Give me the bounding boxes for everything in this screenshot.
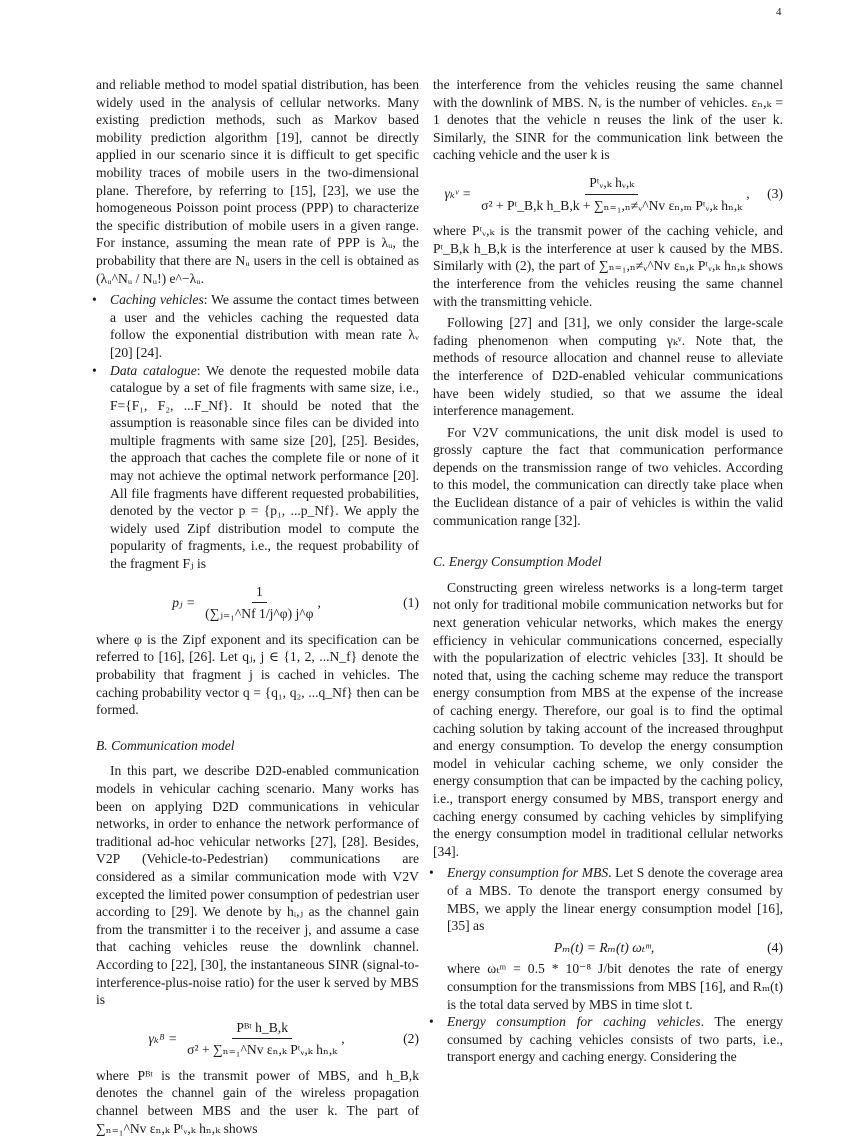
section-heading-c: C. Energy Consumption Model [433, 554, 602, 570]
eq-tail: , [317, 594, 321, 610]
paragraph-ppp: and reliable method to model spatial distribution, has been widely used in the analysis of cellular networks. Many existing prediction methods, such as Markov based mobility prediction algorithm [19], cannot be directly applied in our scenario since it is difficult to get specific mobility traces of mobile users in the two-dimensional plane. Therefore, by referring to [15], [23], we use the homogeneous Poisson point process (PPP) to characterize the specific distribution of mobile users in a given range. For instance, assuming the mean rate of PPP is λᵤ, the probability that there are Nᵤ users in the cell is obtained as (λᵤ^Nᵤ / Nᵤ!) e^−λᵤ. [96, 77, 419, 286]
paragraph-v2v: For V2V communications, the unit disk model is used to grossly capture the fact that communication performance depends on the transmission range of two vehicles. According to this model, the communication can directly take place when the Euclidean distance of a pair of vehicles is within the valid communication range [32]. [433, 424, 783, 528]
left-column [96, 76, 419, 1137]
bullet-text: : We assume the contact times between a user and the vehicles caching the requested data follow the exponential distribution with mean rate λᵥ [20] [24]. [110, 292, 419, 360]
equation-1 [96, 583, 397, 623]
eq-denominator: σ² + ∑ₙ₌₁^Nv εₙ,ₖ Pᵗᵥ,ₖ hₙ,ₖ [187, 1042, 338, 1058]
eq-denominator: (∑ⱼ₌₁^Nf 1/j^φ) j^φ [205, 606, 314, 622]
paragraph-mbs-power: where Pᴮᵗ is the transmit power of MBS, and h_B,k denotes the channel gain of the wireless propagation channel between MBS and the user k. The part of ∑ₙ₌₁^Nv εₙ,ₖ Pᵗᵥ,ₖ hₙ,ₖ shows [96, 1067, 419, 1136]
equation-number: (1) [403, 594, 419, 610]
paragraph-fading: Following [27] and [31], we only consider the large-scale fading phenomenon when computing γₖᵛ. Note that, the methods of resource allocation and channel reuse to alleviate the interference of D2D-enabled vehicular communications have been widely studied, so that we assume the ideal interference management. [433, 315, 783, 419]
equation-number: (4) [767, 939, 783, 955]
bullet-lead: Energy consumption for MBS [447, 865, 609, 881]
paragraph-caching-vehicle-power: where Pᵗᵥ,ₖ is the transmit power of the caching vehicle, and Pᵗ_B,k h_B,k is the interference at user k caused by the MBS. Similarly with (2), the part of ∑ₙ₌₁,ₙ≠ᵥ^Nv εₙ,ₖ Pᵗᵥ,ₖ hₙ,ₖ shows the interference from the vehicles reusing the same channel with the transmitting vehicle. [433, 223, 783, 309]
section-heading-b: B. Communication model [96, 737, 235, 753]
equation-number: (3) [767, 186, 783, 202]
bullet-data-catalogue [96, 362, 419, 573]
bullet-lead: Caching vehicles [110, 292, 204, 308]
paragraph-interference: the interference from the vehicles reusing the same channel with the downlink of MBS. Nᵥ is the number of vehicles. εₙ,ₖ = 1 denotes that the vehicle n reuses the link of the user k. Similarly, the SINR for the communication link between the caching vehicle and the user k is [433, 77, 783, 163]
bullet-caching-vehicles [96, 291, 419, 361]
eq-tail: , [746, 186, 750, 202]
equation-3 [433, 174, 761, 214]
eq-denominator: σ² + Pᵗ_B,k h_B,k + ∑ₙ₌₁,ₙ≠ᵥ^Nv εₙ,ₘ Pᵗᵥ,ₖ hₙ,ₖ [481, 197, 743, 213]
eq-fraction [201, 583, 317, 623]
equation-4-row [433, 939, 783, 957]
equation-3-row [433, 174, 783, 214]
paragraph-communication: In this part, we describe D2D-enabled communication models in vehicular caching scenario. Many works has been on applying D2D communications in vehicular networks, in order to enhance the network performance of traditional ad-hoc vehicular networks [27], [28]. Besides, V2P (Vehicle-to-Pedestrian) communications are considered as a similar communication mode with V2V excepted the limited power consumption of pedestrian user according to [29]. We denote by hᵢ,ⱼ as the channel gain from the transmitter i to the receiver j, and assume a case that caching vehicles reuse the downlink channel. According to [22], [30], the instantaneous SINR (signal-to-interference-plus-noise ratio) for the user k served by MBS is [96, 763, 419, 1008]
bullet-text: : We denote the requested mobile data catalogue by a set of file fragments with same size, i.e., F={F₁, F₂, ...F_Nf}. It should be noted that the assumption is reasonable since files can be divided into multiple fragments with same size [20], [25]. Besides, the approach that caches the complete file or none of it may not achieve the optimal network performance [20]. All file fragments have different requested probabilities, denoted by the vector p = {p₁, ...p_Nf}. We apply the widely used Zipf distribution model to compute the popularity of fragments, i.e., the request probability of the fragment Fⱼ is [110, 362, 419, 572]
eq-fraction [183, 1019, 341, 1059]
equation-number: (2) [403, 1030, 419, 1046]
bullet-lead: Data catalogue [110, 362, 197, 378]
bullet-energy-mbs [433, 864, 783, 934]
paragraph-mbs-energy-rate: where ωₜᵐ = 0.5 * 10⁻⁸ J/bit denotes the rate of energy consumption for the transmissions from MBS [16], and Rₘ(t) is the total data served by MBS in time slot t. [447, 961, 783, 1012]
eq-numerator: Pᵗᵥ,ₖ hᵥ,ₖ [585, 174, 638, 195]
equation-2 [96, 1019, 397, 1059]
bullet-energy-caching-vehicles [433, 1013, 783, 1066]
eq-numerator: 1 [252, 583, 267, 604]
bullet-text: . Let S denote the coverage area of a MBS. To denote the transport energy consumed by MBS, we apply the linear energy consumption model [16], [35] as [447, 865, 784, 934]
bullet-lead: Energy consumption for caching vehicles [447, 1014, 701, 1030]
bullet-text: . The energy consumed by caching vehicles consists of two parts, i.e., transport energy and caching energy. Considering the [447, 1014, 783, 1065]
equation-4: Pₘ(t) = Rₘ(t) ωₜᵐ, [553, 939, 655, 955]
paragraph-zipf: where φ is the Zipf exponent and its specification can be referred to [16], [26]. Let qⱼ, j ∈ {1, 2, ...N_f} denote the probability that fragment j is cached in vehicles. The caching probability vector q = {q₁, q₂, ...q_Nf} then can be formed. [96, 631, 419, 718]
eq-lhs: γₖᵛ = [444, 186, 472, 202]
eq-lhs: pⱼ = [172, 594, 196, 610]
eq-fraction [477, 174, 746, 214]
eq-lhs: γₖᴮ = [148, 1030, 178, 1046]
eq-numerator: Pᴮᵗ h_B,k [232, 1019, 292, 1040]
equation-2-row [96, 1019, 419, 1059]
paragraph-energy: Constructing green wireless networks is a long-term target not only for traditional mobile communication networks but for next generation vehicular networks, which makes the energy efficiency in vehicular communications concerned, especially with the popularization of electric vehicles [33]. It should be noted that, using the caching scheme may reduce the transport energy consumption from MBS at the expense of the increase of caching energy. Therefore, our goal is to find the optimal caching solution by taking account of the increased throughput and energy consumption. To develop the energy consumption model in vehicular caching scheme, we only consider the energy consumption that can be impacted by the caching policy, i.e., transport energy consumed by MBS, transport energy and caching energy consumed by caching vehicles by simplifying the energy consumption model in traditional cellular networks [34]. [433, 579, 783, 859]
eq-tail: , [341, 1030, 345, 1046]
equation-1-row [96, 583, 419, 623]
page-number: 4 [776, 6, 782, 18]
right-column [433, 76, 783, 1066]
